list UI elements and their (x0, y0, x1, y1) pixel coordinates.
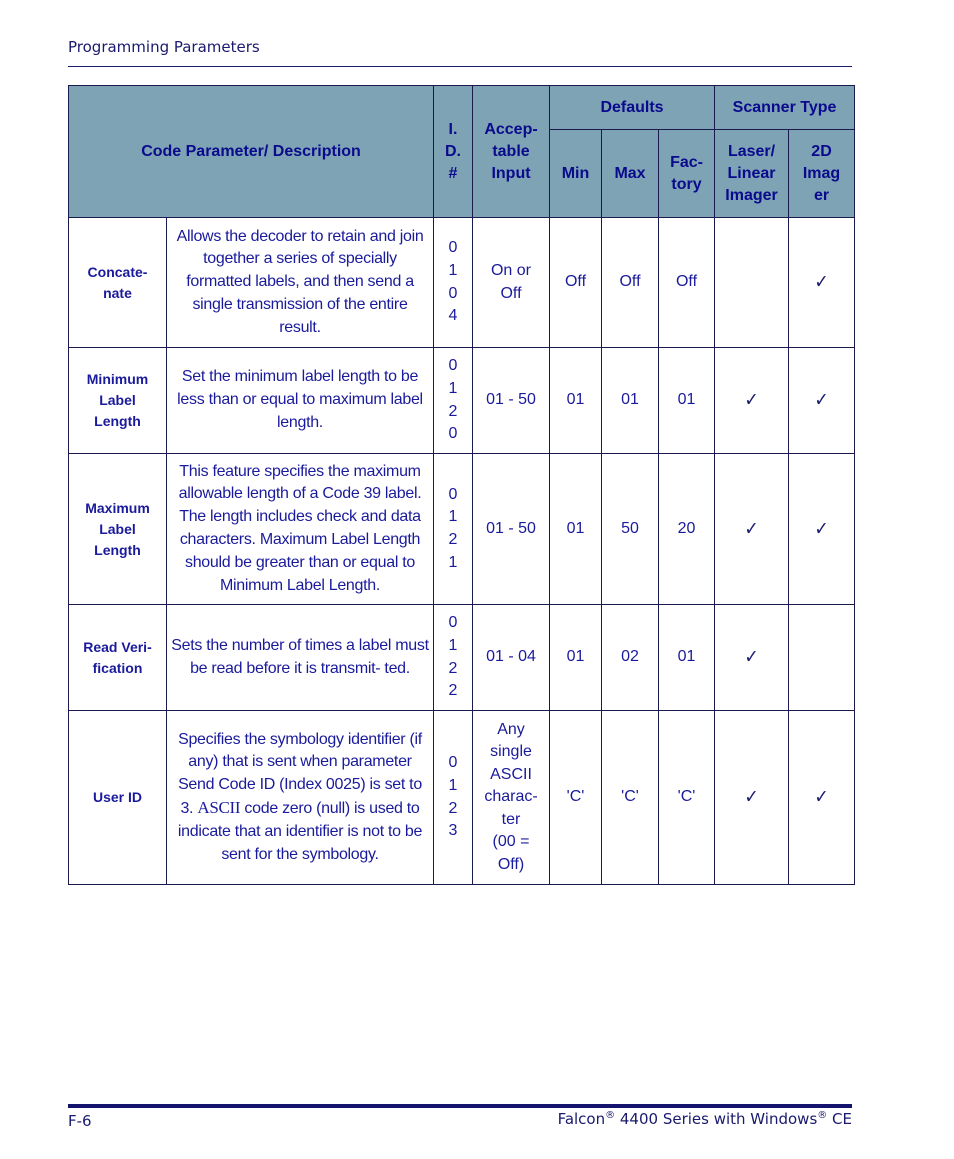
param-id: 0 1 2 1 (434, 454, 473, 605)
laser-check (715, 218, 789, 348)
default-factory: Off (659, 218, 715, 348)
acceptable-input: Any single ASCII charac- ter (00 = Off) (473, 711, 550, 885)
param-description: This feature specifies the maximum allowable length of a Code 39 label. The length includes check and data characters. Maximum Label Length should be greater than or equal to Minimum Label Length. (167, 454, 434, 605)
running-title: Programming Parameters (68, 38, 260, 56)
default-factory: 'C' (659, 711, 715, 885)
default-max: Off (602, 218, 659, 348)
imager2d-check-icon: ✓ (789, 348, 855, 454)
default-min: 01 (550, 454, 602, 605)
table-row (69, 605, 855, 711)
default-max: 50 (602, 454, 659, 605)
header-min: Min (550, 130, 602, 218)
param-name: Maximum Label Length (69, 454, 167, 605)
table-row (69, 454, 855, 605)
default-max: 01 (602, 348, 659, 454)
default-min: 'C' (550, 711, 602, 885)
footer-rule (68, 1104, 852, 1108)
laser-check-icon: ✓ (715, 454, 789, 605)
param-id: 0 1 2 3 (434, 711, 473, 885)
acceptable-input: 01 - 50 (473, 454, 550, 605)
param-description: Set the minimum label length to be less than or equal to maximum label length. (167, 348, 434, 454)
param-name: Read Veri- fication (69, 605, 167, 711)
imager2d-check-icon: ✓ (789, 218, 855, 348)
param-id: 0 1 2 0 (434, 348, 473, 454)
param-name: User ID (69, 711, 167, 885)
default-min: Off (550, 218, 602, 348)
acceptable-input: 01 - 04 (473, 605, 550, 711)
header-laser-linear-imager: Laser/ Linear Imager (715, 130, 789, 218)
default-factory: 20 (659, 454, 715, 605)
default-factory: 01 (659, 605, 715, 711)
table-row (69, 711, 855, 885)
param-id: 0 1 2 2 (434, 605, 473, 711)
header-max: Max (602, 130, 659, 218)
header-factory: Fac- tory (659, 130, 715, 218)
param-name: Concate- nate (69, 218, 167, 348)
param-id: 0 1 0 4 (434, 218, 473, 348)
param-name: Minimum Label Length (69, 348, 167, 454)
page-number: F-6 (68, 1112, 92, 1130)
default-min: 01 (550, 348, 602, 454)
ascii-term: ASCII (197, 798, 241, 817)
header-2d-imager: 2D Imag er (789, 130, 855, 218)
acceptable-input: 01 - 50 (473, 348, 550, 454)
table-row (69, 348, 855, 454)
default-factory: 01 (659, 348, 715, 454)
acceptable-input: On or Off (473, 218, 550, 348)
default-max: 'C' (602, 711, 659, 885)
default-min: 01 (550, 605, 602, 711)
param-description: Allows the decoder to retain and join together a series of specially formatted labels, and then send a single transmission of the entire result. (167, 218, 434, 348)
parameters-table (68, 85, 855, 885)
header-code-parameter: Code Parameter/ Description (69, 86, 434, 218)
imager2d-check-icon: ✓ (789, 711, 855, 885)
header-id: I. D. # (434, 86, 473, 218)
laser-check-icon: ✓ (715, 348, 789, 454)
param-description: Sets the number of times a label must be read before it is transmit- ted. (167, 605, 434, 711)
header-acceptable-input: Accep- table Input (473, 86, 550, 218)
param-description: Specifies the symbology identifier (if any) that is sent when parameter Send Code ID (Index 0025) is set to 3. ASCII code zero (null) is used to indicate that an identifier is not to be sent for the symbology. (167, 711, 434, 885)
header-rule (68, 66, 852, 67)
header-defaults: Defaults (550, 86, 715, 130)
imager2d-check-icon: ✓ (789, 454, 855, 605)
footer-product-title: Falcon® 4400 Series with Windows® CE (557, 1110, 852, 1128)
table-row (69, 218, 855, 348)
imager2d-check (789, 605, 855, 711)
laser-check-icon: ✓ (715, 711, 789, 885)
default-max: 02 (602, 605, 659, 711)
header-scanner-type: Scanner Type (715, 86, 855, 130)
laser-check-icon: ✓ (715, 605, 789, 711)
